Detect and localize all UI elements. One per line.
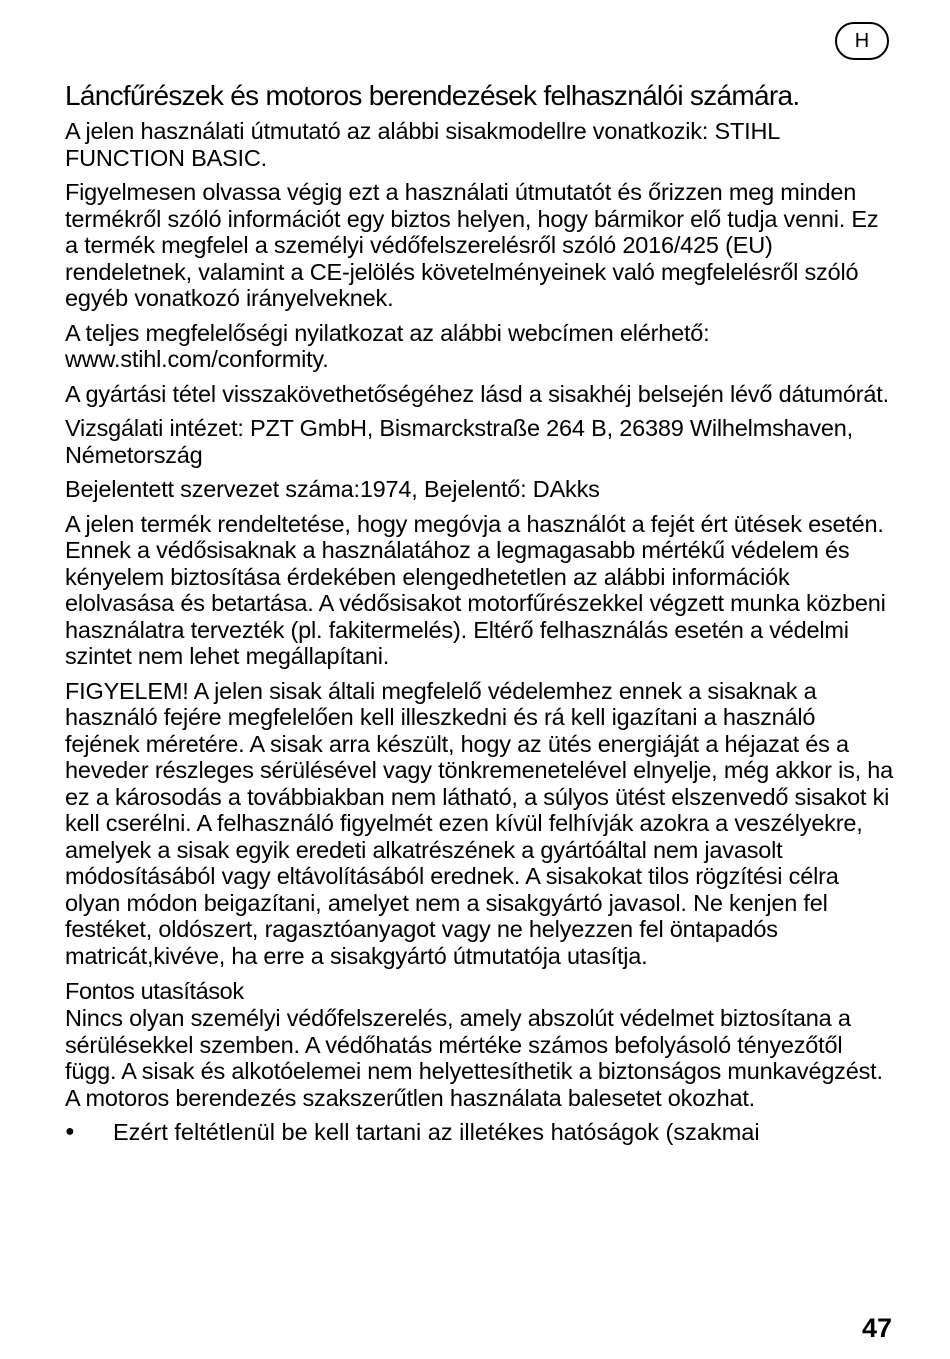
paragraph-conformity: A teljes megfelelőségi nyilatkozat az alábbi webcímen elérhető: www.stihl.com/conformity.	[65, 319, 710, 372]
list-item	[65, 1119, 895, 1146]
list-item-text: Ezért feltétlenül be kell tartani az illetékes hatóságok (szakmai	[113, 1119, 760, 1145]
language-badge: H	[835, 22, 889, 60]
paragraph-read-instructions: Figyelmesen olvassa végig ezt a használati útmutatót és őrizzen meg minden termékről szóló információt egy biztos helyen, hogy bármikor elő tudja venni. Ez a termék megfelel a személyi védőfelszerelésről szóló 2016/425 (EU) rendeletnek, valamint a CE-jelölés követelményeinek való megfelelésről szóló egyéb vonatkozó irányelveknek.	[65, 179, 879, 311]
warning-text: A jelen sisak általi megfelelő védelemhez ennek a sisaknak a használó fejére megfelelően kell illeszkedni és rá kell igazítani a használó fejének méretére. A sisak arra készült, hogy az ütés energiáját a héjazat és a heveder részleges sérülésével vagy tönkremenetelével elnyelje, még akkor is, ha ez a károsodás a továbbiakban nem látható, a súlyos ütést elszenvedő sisakot ki kell cserélni. A felhasználó figyelmét ezen kívül felhívják azokra a veszélyekre, amelyek a sisak egyik eredeti alkatrészének a gyártóáltal nem javasolt módosításából vagy eltávolításából erednek. A sisakokat tilos rögzítési célra olyan módon beigazítani, amelyet nem a sisakgyártó javasol. Ne kenjen fel festéket, oldószert, ragasztóanyagot vagy ne helyezzen fel öntapadós matricát,kivéve, ha erre a sisakgyártó útmutatója utasítja.	[65, 677, 894, 969]
paragraph-test-institute: Vizsgálati intézet: PZT GmbH, Bismarckstraße 264 B, 26389 Wilhelmshaven, Németország	[65, 415, 853, 468]
paragraph-traceability: A gyártási tétel visszakövethetőségéhez lásd a sisakhéj belsején lévő dátumórát.	[65, 380, 889, 407]
paragraph-purpose: A jelen termék rendeltetése, hogy megóvja a használót a fejét ért ütések esetén. Ennek a védősisaknak a használatához a legmagasabb mértékű védelem és kényelem biztosítása érdekében elengedhetetlen az alábbi információk elolvasása és betartása. A védősisakot motorfűrészekkel végzett munka közbeni használatra tervezték (pl. fakitermelés). Eltérő felhasználás esetén a védelmi szintet nem lehet megállapítani.	[65, 510, 886, 669]
section-heading: Fontos utasítások	[65, 978, 244, 1004]
paragraph-model: A jelen használati útmutató az alábbi sisakmodellre vonatkozik: STIHL FUNCTION BASIC.	[65, 118, 780, 171]
paragraph-notified-body: Bejelentett szervezet száma:1974, Bejelentő: DAkks	[65, 476, 600, 502]
bullet-icon: ●	[65, 1123, 75, 1140]
section-text: Nincs olyan személyi védőfelszerelés, amely abszolút védelmet biztosítana a sérülésekkel szemben. A védőhatás mértéke számos befolyásoló tényezőtől függ. A sisak és alkotóelemei nem helyettesíthetik a biztonságos munkavégzést. A motoros berendezés szakszerűtlen használata balesetet okozhat.	[65, 1005, 883, 1111]
page-title: Láncfűrészek és motoros berendezések felhasználói számára.	[65, 80, 800, 111]
warning-paragraph	[65, 678, 895, 970]
document-body	[65, 80, 895, 1146]
warning-label: FIGYELEM!	[65, 677, 189, 704]
page-number: 47	[861, 1313, 892, 1343]
